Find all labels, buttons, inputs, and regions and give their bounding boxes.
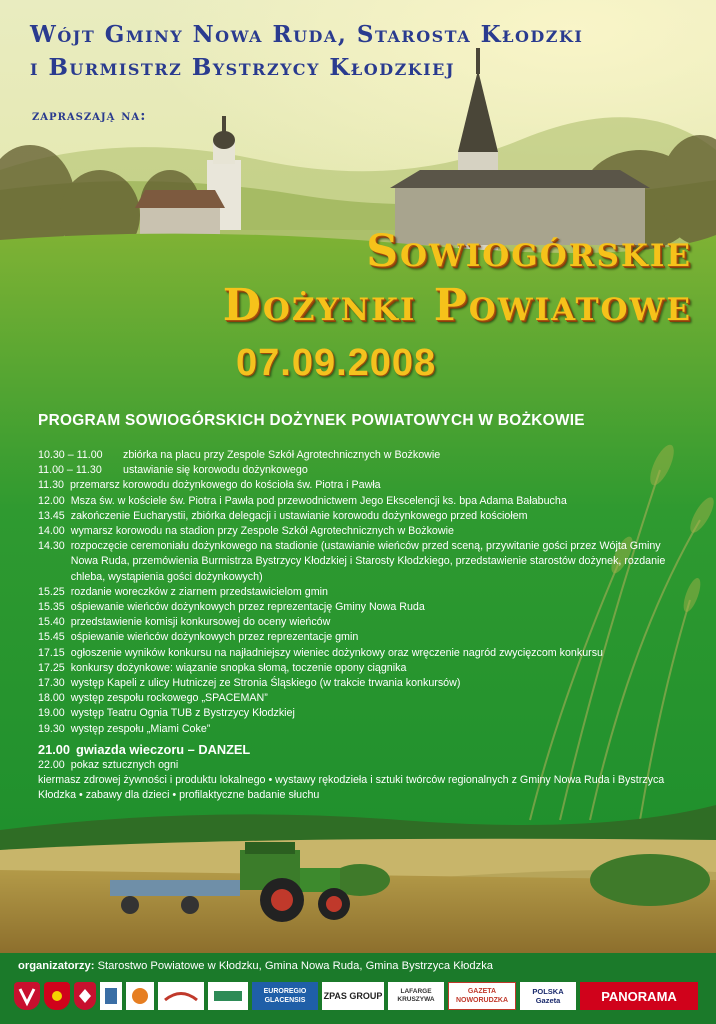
schedule-activity: przedstawienie komisji konkursowej do oceny wieńców	[70, 616, 331, 629]
schedule-item	[38, 661, 688, 676]
zpas-logo	[322, 982, 384, 1010]
schedule-time: 17.15	[38, 646, 65, 659]
schedule-activity: występ zespołu „Miami Coke”	[70, 722, 211, 735]
schedule-activity: ośpiewanie wieńców dożynkowych przez reprezentację Gminy Nowa Ruda	[70, 601, 425, 614]
schedule-item-highlight	[38, 741, 688, 758]
schedule-time: 18.00	[38, 692, 65, 705]
schedule-activity: ogłoszenie wyników konkursu na najładniejszy wieniec dożynkowy oraz wręczenie nagród zwycięzcom konkursu	[70, 646, 604, 659]
gazeta-noworudzka-text: GAZETA NOWORUDZKA	[455, 988, 509, 1004]
schedule-time: 17.30	[38, 677, 65, 690]
herb-3-logo	[74, 982, 96, 1010]
schedule-activity: pokaz sztucznych ogni	[70, 758, 179, 771]
euroregio-text: EUROREGIO GLACENSIS	[263, 988, 307, 1004]
emblem-icon	[161, 985, 201, 1007]
logo-4	[100, 982, 122, 1010]
invite-text: zapraszają na:	[32, 108, 147, 124]
logo-6	[158, 982, 204, 1010]
schedule-activity: ustawianie się korowodu dożynkowego	[123, 464, 308, 477]
schedule-time: 15.45	[38, 631, 65, 644]
schedule-time: 12.00	[38, 494, 65, 507]
schedule-activity: zbiórka na placu przy Zespole Szkół Agrotechnicznych w Bożkowie	[123, 449, 441, 461]
herb-1-logo	[14, 982, 40, 1010]
schedule-time: 19.30	[38, 722, 65, 735]
schedule-time: 13.45	[38, 509, 65, 522]
euroregio-logo	[252, 982, 318, 1010]
coat-of-arms-icon	[47, 985, 67, 1007]
schedule-time: 15.25	[38, 585, 65, 598]
extra-attractions: kiermasz zdrowej żywności i produktu lokalnego • wystawy rękodzieła i sztuki twórców regionalnych z Gminy Nowa Ruda i Bystrzyca Kłodzka • zabawy dla dzieci • profilaktyczne badanie słuchu	[38, 774, 665, 802]
schedule-time: 15.35	[38, 601, 65, 614]
schedule-activity: przemarsz korowodu dożynkowego do kościoła św. Piotra i Pawła	[69, 479, 381, 492]
schedule-activity: zakończenie Eucharystii, zbiórka delegacji i ustawianie korowodu dożynkowego przed kościołem	[70, 509, 528, 522]
schedule-item	[38, 676, 688, 691]
schedule-time: 15.40	[38, 616, 65, 629]
schedule-time: 21.00	[38, 741, 71, 757]
schedule-activity: występ zespołu rockowego „SPACEMAN”	[70, 692, 268, 705]
schedule-item	[38, 691, 688, 706]
schedule-activity: rozpoczęcie ceremoniału dożynkowego na stadionie (ustawianie wieńców przed sceną, przywitanie gości przez Wójta Gminy Nowa Ruda, przemówienia Burmistrza Bystrzycy Kłodzkiej i Starosty Kłodzkiego, przedstawienie starostów dożynek, rozdanie chleba, wystąpienia gości dożynkowych)	[70, 540, 666, 583]
schedule-activity: występ Kapeli z ulicy Hutniczej ze Stronia Śląskiego (w trakcie trwania konkursów)	[70, 677, 461, 690]
schedule-item	[38, 478, 688, 493]
schedule-time: 14.00	[38, 525, 65, 538]
schedule-item	[38, 539, 688, 585]
schedule-item	[38, 524, 688, 539]
schedule-item	[38, 600, 688, 615]
herb-2-logo	[44, 982, 70, 1010]
coat-of-arms-icon	[17, 985, 37, 1007]
polska-gazeta-text: POLSKA Gazeta	[532, 987, 564, 1005]
schedule-time: 11.30	[38, 479, 64, 492]
panorama-text: PANORAMA	[601, 988, 677, 1004]
header-line-1: Wójt Gminy Nowa Ruda, Starosta Kłodzki	[30, 21, 584, 48]
event-title-line-2: Dożynki Powiatowe	[222, 280, 692, 331]
schedule-activity: ośpiewanie wieńców dożynkowych przez reprezentacje gmin	[70, 631, 359, 644]
headliner: gwiazda wieczoru – DANZEL	[76, 741, 251, 757]
lafarge-logo	[388, 982, 444, 1010]
schedule-activity: występ Teatru Ognia TUB z Bystrzycy Kłodzkiej	[70, 707, 295, 720]
lafarge-text: LAFARGE KRUSZYWA	[397, 988, 435, 1003]
coat-of-arms-icon	[76, 986, 94, 1006]
schedule-item	[38, 448, 688, 463]
event-date: 07.09.2008	[236, 342, 437, 384]
emblem-icon	[102, 985, 120, 1007]
organizers-list: Starostwo Powiatowe w Kłodzku, Gmina Nowa Ruda, Gmina Bystrzyca Kłodzka	[97, 960, 494, 972]
schedule-item	[38, 706, 688, 721]
logo-7	[208, 982, 248, 1010]
schedule-item	[38, 758, 688, 773]
program-title: PROGRAM SOWIOGÓRSKICH DOŻYNEK POWIATOWYCH W BOŻKOWIE	[38, 412, 585, 429]
zpas-text: ZPAS GROUP	[323, 991, 383, 1001]
schedule-time: 22.00	[38, 758, 65, 771]
schedule-item	[38, 509, 688, 524]
schedule-time: 14.30	[38, 540, 65, 553]
header-line-2: i Burmistrz Bystrzycy Kłodzkiej	[30, 54, 455, 81]
event-title-line-1: Sowiogórskie	[366, 226, 692, 277]
schedule-time: 19.00	[38, 707, 65, 720]
logo-5	[126, 982, 154, 1010]
schedule-item	[38, 494, 688, 509]
invitation-header	[30, 18, 710, 84]
program-schedule	[38, 448, 688, 803]
schedule-time: 10.30 – 11.00	[38, 449, 103, 461]
schedule-item	[38, 646, 688, 661]
organizers	[18, 960, 493, 972]
sponsor-logos	[14, 982, 708, 1012]
schedule-item	[38, 630, 688, 645]
schedule-item	[38, 615, 688, 630]
panorama-logo	[580, 982, 698, 1010]
emblem-icon	[210, 985, 246, 1007]
polska-gazeta-logo	[520, 982, 576, 1010]
schedule-time: 17.25	[38, 661, 65, 674]
emblem-icon	[128, 985, 152, 1007]
schedule-activity: Msza św. w kościele św. Piotra i Pawła pod przewodnictwem Jego Ekscelencji ks. bpa Adama Bałabucha	[70, 494, 567, 507]
schedule-activity: konkursy dożynkowe: wiązanie snopka słomą, toczenie opony ciągnika	[70, 661, 407, 674]
gazeta-noworudzka-logo	[448, 982, 516, 1010]
schedule-item	[38, 463, 688, 478]
schedule-activity: rozdanie woreczków z ziarnem przedstawicielom gmin	[70, 585, 328, 598]
schedule-activity: wymarsz korowodu na stadion przy Zespole Szkół Agrotechnicznych w Bożkowie	[70, 525, 454, 538]
organizers-label: organizatorzy:	[18, 960, 95, 972]
schedule-time: 11.00 – 11.30	[38, 464, 102, 477]
schedule-item	[38, 585, 688, 600]
schedule-item	[38, 722, 688, 737]
